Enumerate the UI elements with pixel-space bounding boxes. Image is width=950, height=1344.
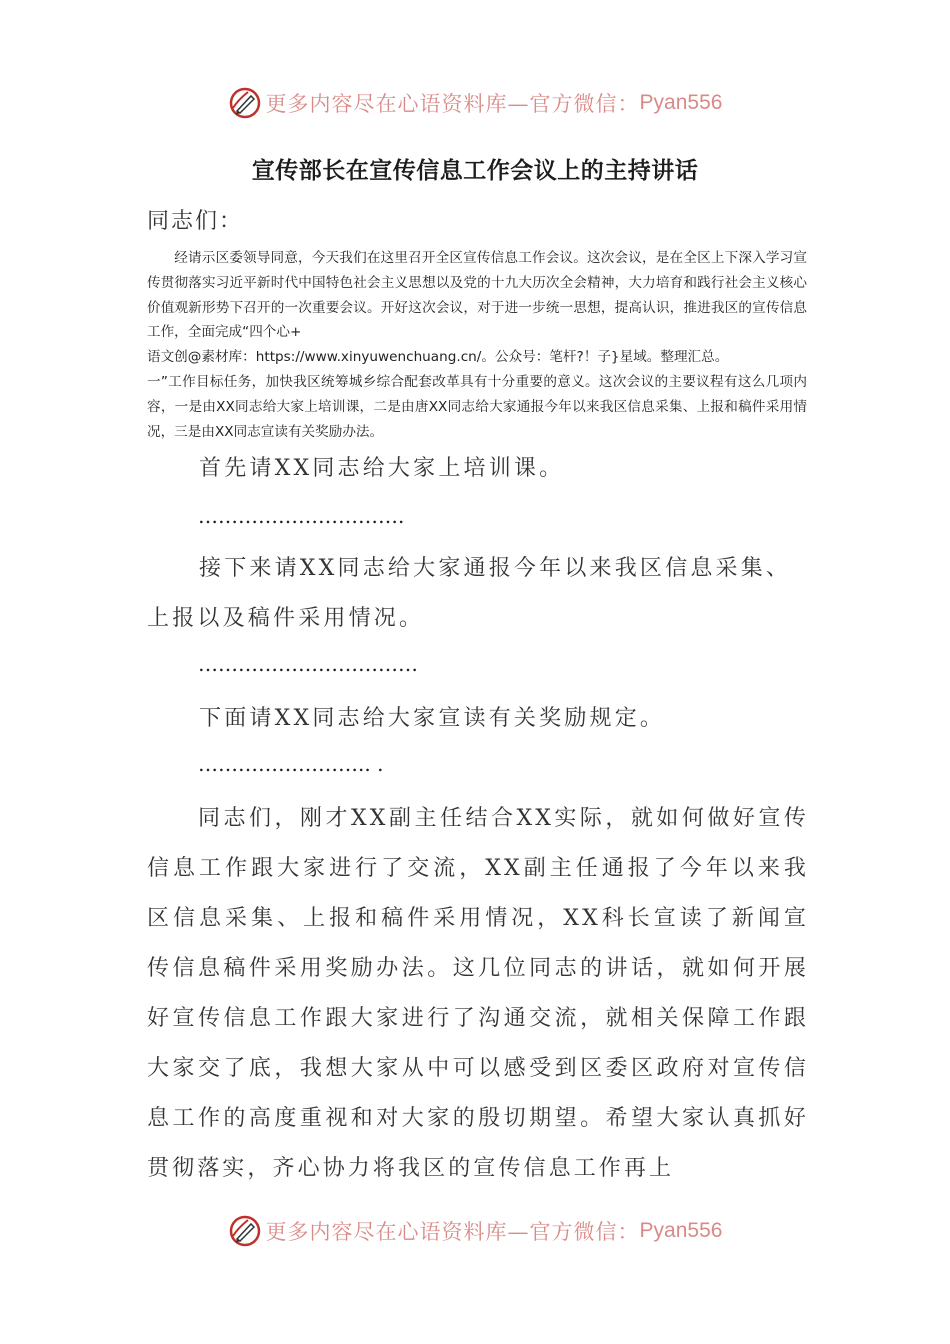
- agenda-2-text: 接下来请XX同志给大家通报今年以来我区信息采集、上报以及稿件采用情况。: [147, 556, 792, 631]
- closing-paragraph: [147, 794, 809, 1194]
- agenda-3-text: 下面请XX同志给大家宣读有关奖励规定。: [199, 706, 666, 731]
- dots-divider-2: ……………………………: [198, 652, 418, 676]
- banner-text: 更多内容尽在心语资料库—官方微信：: [265, 1220, 640, 1244]
- document-title: 宣传部长在宣传信息工作会议上的主持讲话: [251, 158, 699, 184]
- banner-text: 更多内容尽在心语资料库—官方微信：: [265, 92, 640, 116]
- watermark-line: 语文创@素材库：https://www.xinyuwenchuang.cn/。公众号：笔杆?！子}星域。整理汇总。: [147, 349, 729, 366]
- intro-text-continued: 一”工作目标任务，加快我区统筹城乡综合配套改革具有十分重要的意义。这次会议的主要议程有这么几项内容，一是由XX同志给大家上培训课，二是由唐XX同志给大家通报今年以来我区信息采集、上报和稿件采用情况，三是由XX同志宣读有关奖励办法。: [147, 373, 807, 440]
- intro-paragraph: [147, 246, 807, 444]
- banner-wechat-id: Pyan556: [639, 1219, 723, 1242]
- dots-divider-1: ………………………….: [198, 504, 405, 528]
- banner-wechat-id: Pyan556: [639, 91, 723, 114]
- agenda-item-2: [147, 544, 809, 644]
- intro-text: 经请示区委领导同意，今天我们在这里召开全区宣传信息工作会议。这次会议，是在全区上下深入学习宣传贯彻落实习近平新时代中国特色社会主义思想以及党的十九大历次全会精神，大力培育和践行社会主义核心价值观新形势下召开的一次重要会议。开好这次会议，对于进一步统一思想，提高认识，推进我区的宣传信息工作，全面完成“四个心+: [147, 250, 807, 341]
- agenda-item-3: [147, 694, 809, 744]
- dots-divider-3: …………………….. .: [198, 752, 384, 776]
- pen-logo-icon: [228, 1214, 262, 1248]
- footer-banner: [0, 1208, 950, 1254]
- salutation: 同志们：: [147, 209, 244, 234]
- pen-logo-icon: [228, 86, 262, 120]
- agenda-item-1: [147, 444, 809, 494]
- agenda-1-text: 首先请XX同志给大家上培训课。: [199, 456, 565, 481]
- closing-text: 同志们，刚才XX副主任结合XX实际，就如何做好宣传信息工作跟大家进行了交流，XX副主任通报了今年以来我区信息采集、上报和稿件采用情况，XX科长宣读了新闻宣传信息稿件采用奖励办法。这几位同志的讲话，就如何开展好宣传信息工作跟大家进行了沟通交流，就相关保障工作跟大家交了底，我想大家从中可以感受到区委区政府对宣传信息工作的高度重视和对大家的殷切期望。希望大家认真抓好贯彻落实，齐心协力将我区的宣传信息工作再上: [147, 806, 809, 1181]
- header-banner: [0, 80, 950, 126]
